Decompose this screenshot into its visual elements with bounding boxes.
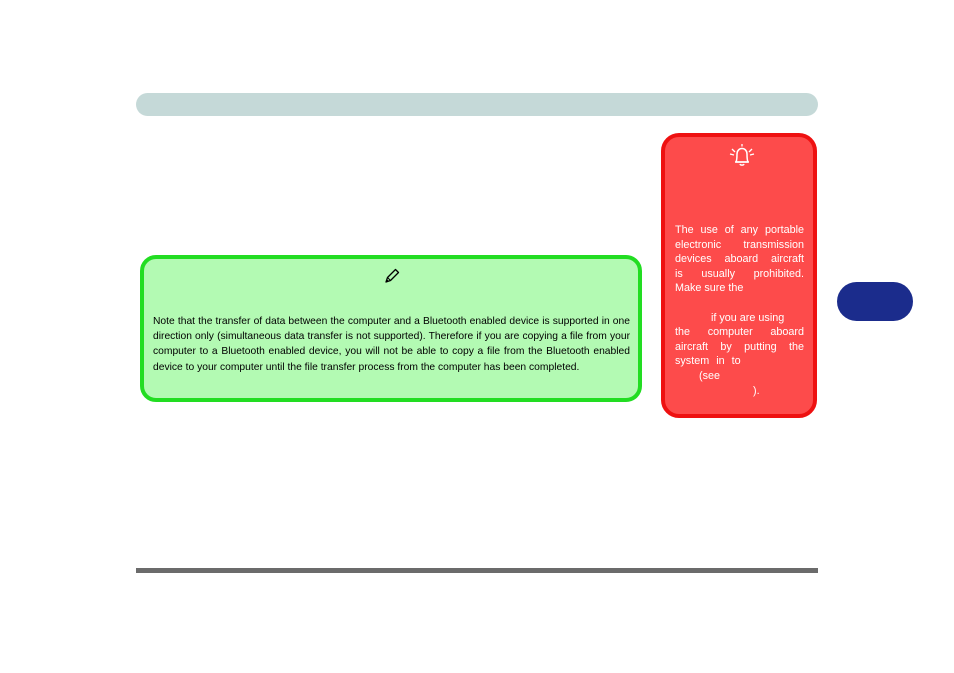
- note-box: [140, 255, 642, 402]
- warning-line: electronic transmission: [675, 238, 804, 251]
- warning-line: (see: [699, 369, 721, 382]
- warning-line: ).: [753, 384, 760, 397]
- warning-line: [675, 296, 804, 311]
- pencil-icon: [383, 267, 401, 285]
- warning-text: [675, 223, 804, 398]
- warning-line: The use of any portable: [675, 224, 804, 236]
- warning-line: Make sure the: [675, 282, 744, 295]
- chapter-tab: [837, 282, 913, 321]
- warning-line: if you are using: [711, 311, 785, 324]
- warning-line: is usually prohibited.: [675, 267, 804, 280]
- warning-line: devices aboard aircraft: [675, 253, 804, 266]
- header-bar: [136, 93, 818, 116]
- warning-line: system in to: [675, 355, 741, 368]
- note-text: Note that the transfer of data between the computer and a Bluetooth enabled device is supported in one direction only (simultaneous data transfer is not supported). Therefore if you are copying a file from your computer to a Bluetooth enabled device, you will not be able to copy a file from the Bluetooth enabled device to your computer until the file transfer process from the computer has been completed.: [153, 316, 630, 373]
- warning-line: aircraft by putting the: [675, 340, 804, 353]
- footer-rule: [136, 568, 818, 573]
- alarm-bell-icon: [727, 143, 757, 169]
- warning-box: [661, 133, 817, 418]
- warning-line: the computer aboard: [675, 326, 804, 339]
